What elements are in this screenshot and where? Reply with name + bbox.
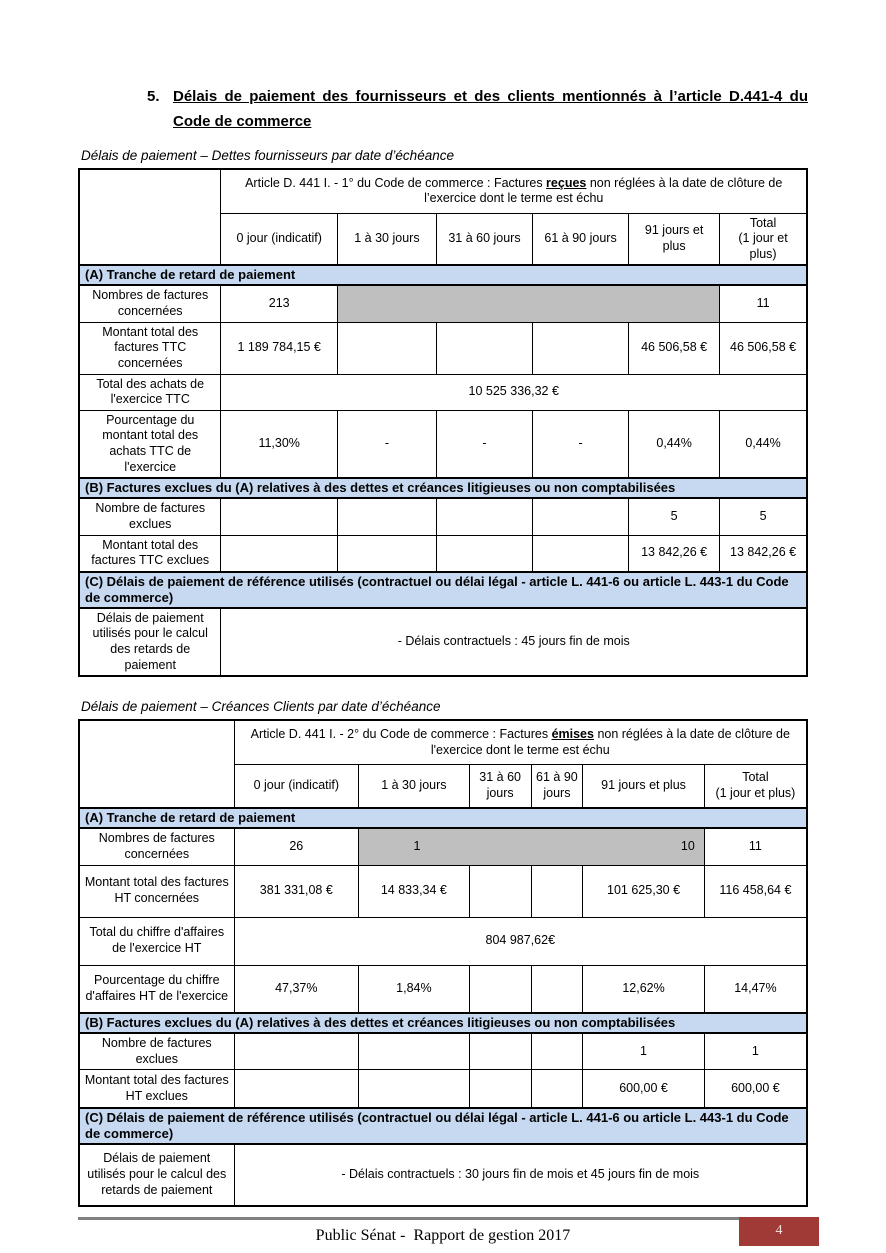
cell-montant-91plus: 46 506,58 € (629, 322, 720, 374)
row-label-montant-ttc: Montant total des factures TTC concernées (79, 322, 221, 374)
section-a-header: (A) Tranche de retard de paiement (79, 265, 807, 285)
cell-nombres-excluded-range (337, 285, 719, 322)
row-label-delais-reference: Délais de paiement utilisés pour le calcul des retards de paiement (79, 1144, 234, 1206)
cell-montant-total: 116 458,64 € (704, 865, 807, 917)
cell-nbex-61-90 (531, 1033, 583, 1070)
cell-pct-91plus: 0,44% (629, 410, 720, 478)
row-label-nombre-exclues: Nombre de factures exclues (79, 498, 221, 535)
cell-pct-91plus: 12,62% (583, 965, 705, 1013)
article-prefix: Article D. 441 I. - 2° du Code de commerce : Factures (250, 726, 552, 741)
row-label-montant-ht: Montant total des factures HT concernées (79, 865, 234, 917)
corner-cell (79, 169, 221, 265)
row-label-nombre-exclues: Nombre de factures exclues (79, 1033, 234, 1070)
heading-text: Délais de paiement des fournisseurs et des clients mentionnés à l’article D.441-4 du Code de commerce (173, 88, 808, 130)
cell-delais-reference: - Délais contractuels : 30 jours fin de mois et 45 jours fin de mois (234, 1144, 807, 1206)
article-emphasis: émises (551, 726, 594, 741)
section-b-header: (B) Factures exclues du (A) relatives à des dettes et créances litigieuses ou non comptabilisées (79, 478, 807, 498)
fournisseurs-table (78, 168, 808, 677)
cell-total-achats: 10 525 336,32 € (221, 374, 807, 410)
clients-table (78, 719, 808, 1207)
corner-cell (79, 720, 234, 808)
cell-mtex-0jour (221, 535, 337, 572)
cell-nombres-91plus: 10 (680, 839, 695, 854)
cell-nombres-1-30: 1 (413, 839, 421, 854)
cell-nbex-91plus: 1 (583, 1033, 705, 1070)
column-header-1-30: 1 à 30 jours (337, 213, 436, 265)
article-header (221, 169, 807, 213)
cell-pct-0jour: 11,30% (221, 410, 337, 478)
excluded-range-values (363, 839, 700, 855)
column-header-61-90: 61 à 90 jours (533, 213, 629, 265)
row-label-pourcentage-ca: Pourcentage du chiffre d'affaires HT de l'exercice (79, 965, 234, 1013)
cell-mtex-31-60 (436, 535, 532, 572)
cell-pct-0jour: 47,37% (234, 965, 358, 1013)
cell-nbex-0jour (221, 498, 337, 535)
row-label-pourcentage-achats: Pourcentage du montant total des achats TTC de l'exercice (79, 410, 221, 478)
article-header (234, 720, 807, 764)
article-suffix: non réglées à la date de clôture de l’exercice dont le terme est échu (424, 175, 783, 206)
row-label-montant-exclues: Montant total des factures HT exclues (79, 1070, 234, 1108)
cell-nbex-total: 1 (704, 1033, 807, 1070)
cell-nombres-excluded-range (359, 828, 705, 865)
article-suffix: non réglées à la date de clôture de l'exercice dont le terme est échu (430, 726, 790, 757)
column-header-61-90: 61 à 90 jours (531, 764, 583, 808)
cell-montant-total: 46 506,58 € (720, 322, 807, 374)
page-number: 4 (739, 1217, 819, 1246)
row-label-total-ca: Total du chiffre d'affaires de l'exercice HT (79, 917, 234, 965)
column-header-0jour: 0 jour (indicatif) (221, 213, 337, 265)
section-c-header: (C) Délais de paiement de référence utilisés (contractuel ou délai légal - article L. 441-6 ou article L. 443-1 du Code de commerce) (79, 572, 807, 608)
column-header-1-30: 1 à 30 jours (359, 764, 470, 808)
cell-nbex-0jour (234, 1033, 358, 1070)
row-label-montant-exclues: Montant total des factures TTC exclues (79, 535, 221, 572)
clients-caption: Délais de paiement – Créances Clients par date d’échéance (81, 699, 441, 715)
column-header-91plus: 91 jours et plus (583, 764, 705, 808)
cell-montant-91plus: 101 625,30 € (583, 865, 705, 917)
column-header-31-60: 31 à 60 jours (436, 213, 532, 265)
row-label-total-achats: Total des achats de l'exercice TTC (79, 374, 221, 410)
cell-delais-reference: - Délais contractuels : 45 jours fin de mois (221, 608, 807, 677)
cell-nombres-0jour: 26 (234, 828, 358, 865)
cell-pct-total: 14,47% (704, 965, 807, 1013)
row-label-nombres-factures: Nombres de factures concernées (79, 828, 234, 865)
total-header-line2: (1 jour et plus) (715, 786, 796, 800)
cell-pct-31-60: - (436, 410, 532, 478)
cell-nombres-total: 11 (704, 828, 807, 865)
column-header-total (720, 213, 807, 265)
column-header-0jour: 0 jour (indicatif) (234, 764, 358, 808)
cell-mtex-91plus: 13 842,26 € (629, 535, 720, 572)
heading-number: 5. (147, 88, 160, 105)
cell-montant-61-90 (531, 865, 583, 917)
article-prefix: Article D. 441 I. - 1° du Code de commerce : Factures (245, 175, 547, 190)
footer-title: Public Sénat - Rapport de gestion 2017 (315, 1226, 571, 1244)
cell-montant-1-30: 14 833,34 € (359, 865, 470, 917)
cell-nbex-61-90 (533, 498, 629, 535)
cell-pct-61-90 (531, 965, 583, 1013)
cell-nbex-31-60 (436, 498, 532, 535)
cell-nbex-31-60 (469, 1033, 531, 1070)
section-c-header: (C) Délais de paiement de référence utilisés (contractuel ou délai légal - article L. 441-6 ou article L. 443-1 du Code de commerce) (79, 1108, 807, 1144)
total-header-line1: Total (742, 770, 769, 785)
column-header-31-60: 31 à 60 jours (469, 764, 531, 808)
column-header-91plus: 91 jours et plus (629, 213, 720, 265)
cell-montant-31-60 (436, 322, 532, 374)
cell-mtex-total: 13 842,26 € (720, 535, 807, 572)
total-header-line2: (1 jour et plus) (738, 231, 788, 261)
row-label-delais-reference: Délais de paiement utilisés pour le calcul des retards de paiement (79, 608, 221, 677)
cell-mtex-61-90 (533, 535, 629, 572)
cell-mtex-1-30 (337, 535, 436, 572)
section-b-header: (B) Factures exclues du (A) relatives à des dettes et créances litigieuses ou non comptabilisées (79, 1013, 807, 1033)
cell-mtex-91plus: 600,00 € (583, 1070, 705, 1108)
cell-montant-61-90 (533, 322, 629, 374)
article-emphasis: reçues (546, 175, 587, 190)
page-footer (78, 1217, 808, 1245)
cell-pct-1-30: - (337, 410, 436, 478)
cell-montant-0jour: 381 331,08 € (234, 865, 358, 917)
cell-mtex-0jour (234, 1070, 358, 1108)
row-label-nombres-factures: Nombres de factures concernées (79, 285, 221, 322)
fournisseurs-caption: Délais de paiement – Dettes fournisseurs par date d’échéance (81, 148, 454, 163)
cell-mtex-31-60 (469, 1070, 531, 1108)
section-a-header: (A) Tranche de retard de paiement (79, 808, 807, 828)
cell-pct-1-30: 1,84% (359, 965, 470, 1013)
cell-nombres-0jour: 213 (221, 285, 337, 322)
cell-nbex-91plus: 5 (629, 498, 720, 535)
cell-mtex-61-90 (531, 1070, 583, 1108)
cell-mtex-1-30 (359, 1070, 470, 1108)
cell-pct-61-90: - (533, 410, 629, 478)
cell-montant-1-30 (337, 322, 436, 374)
cell-nombres-total: 11 (720, 285, 807, 322)
cell-nbex-1-30 (337, 498, 436, 535)
cell-pct-31-60 (469, 965, 531, 1013)
cell-total-ca: 804 987,62€ (234, 917, 807, 965)
column-header-total (704, 764, 807, 808)
cell-montant-0jour: 1 189 784,15 € (221, 322, 337, 374)
total-header-line1: Total (749, 215, 777, 230)
cell-montant-31-60 (469, 865, 531, 917)
cell-pct-total: 0,44% (720, 410, 807, 478)
cell-mtex-total: 600,00 € (704, 1070, 807, 1108)
cell-nbex-total: 5 (720, 498, 807, 535)
cell-nbex-1-30 (359, 1033, 470, 1070)
section-heading (147, 84, 808, 134)
